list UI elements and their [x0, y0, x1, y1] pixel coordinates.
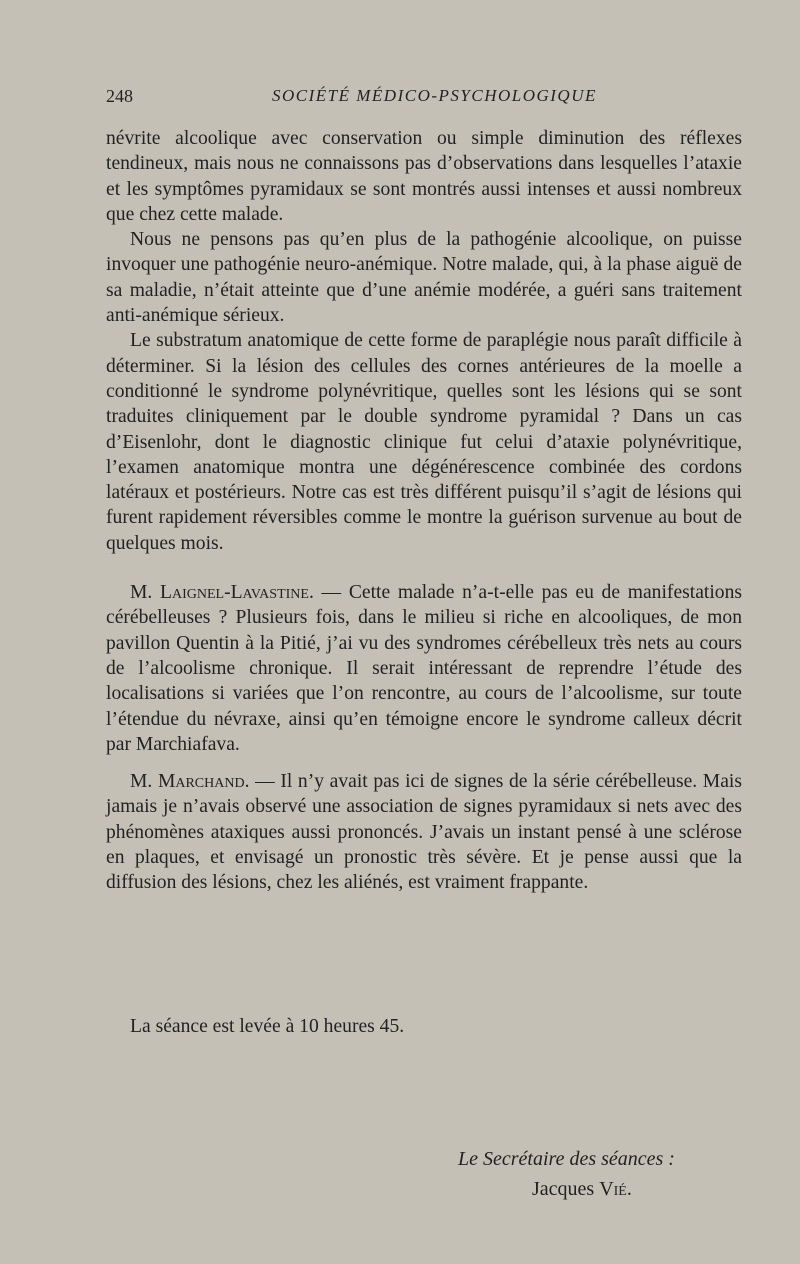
signature-title: Le Secrétaire des séances : [458, 1148, 675, 1170]
paragraph-1: névrite alcoolique avec conservation ou simple diminution des réflexes tendineux, mais nous ne connaissons pas d’observations dans lesquelles l’ataxie et les symptômes pyramidaux se sont montrés aussi intenses et aussi nombreux que chez cette malade. [106, 128, 742, 225]
paragraph-3: Le substratum anatomique de cette forme de paraplégie nous paraît difficile à déterminer. Si la lésion des cellules des cornes antérieures de la moelle a conditionné le syndrome polynévritique, quelles sont les lésions qui se sont traduites cliniquement par le double syndrome pyramidal ? Dans un cas d’Eisenlohr, dont le diagnostic clinique fut celui d’ataxie polynévritique, l’examen anatomique montra une dégénérescence combinée des cordons latéraux et postérieurs. Notre cas est très différent puisqu’il s’agit de lésions qui furent rapidement réversibles comme le montre la guérison survenue au bout de quelques mois. [106, 330, 742, 554]
running-title: SOCIÉTÉ MÉDICO-PSYCHOLOGIQUE [272, 86, 597, 105]
closing-line: La séance est levée à 10 heures 45. [130, 1016, 405, 1037]
intervention-text: — Cette malade n’a-t-elle pas eu de manifestations cérébelleuses ? Plusieurs fois, dans le milieu si riche en alcooliques, de mon pavillon Quentin à la Pitié, j’ai vu des syndromes cérébelleux très nets au cours de l’alcoolisme chronique. Il serait intéressant de reprendre l’étude des localisations si variées que l’on rencontre, au cours de l’alcoolisme, sur toute l’étendue du névraxe, ainsi qu’en témoigne encore le syndrome calleux décrit par Marchiafava. [106, 582, 743, 755]
speaker-name: M. Laignel-Lavastine. [130, 582, 314, 604]
intervention-laignel-lavastine [106, 580, 742, 757]
page-number: 248 [106, 86, 133, 106]
signature-last-name: Vié. [599, 1178, 632, 1200]
body-text [106, 126, 742, 896]
page-header [106, 86, 746, 110]
intervention-text: — Il n’y avait pas ici de signes de la série cérébelleuse. Mais jamais je n’avais observé une association de signes pyramidaux si nets avec des phénomènes ataxiques aussi prononcés. J’avais un instant pensé à une sclérose en plaques, et envisagé un pronostic très sévère. Et je pense aussi que la diffusion des lésions, chez les aliénés, est vraiment frappante. [106, 771, 742, 894]
speaker-name: M. Marchand. [130, 771, 250, 793]
signature-name [458, 1174, 748, 1204]
paragraph-2: Nous ne pensons pas qu’en plus de la pathogénie alcoolique, on puisse invoquer une pathogénie neuro-anémique. Notre malade, qui, à la phase aiguë de sa maladie, n’était atteinte que d’une anémie modérée, a guéri sans traitement anti-anémique sérieux. [106, 229, 742, 327]
signature-block [458, 1144, 748, 1204]
intervention-marchand [106, 769, 742, 895]
signature-first-name: Jacques [532, 1178, 600, 1200]
